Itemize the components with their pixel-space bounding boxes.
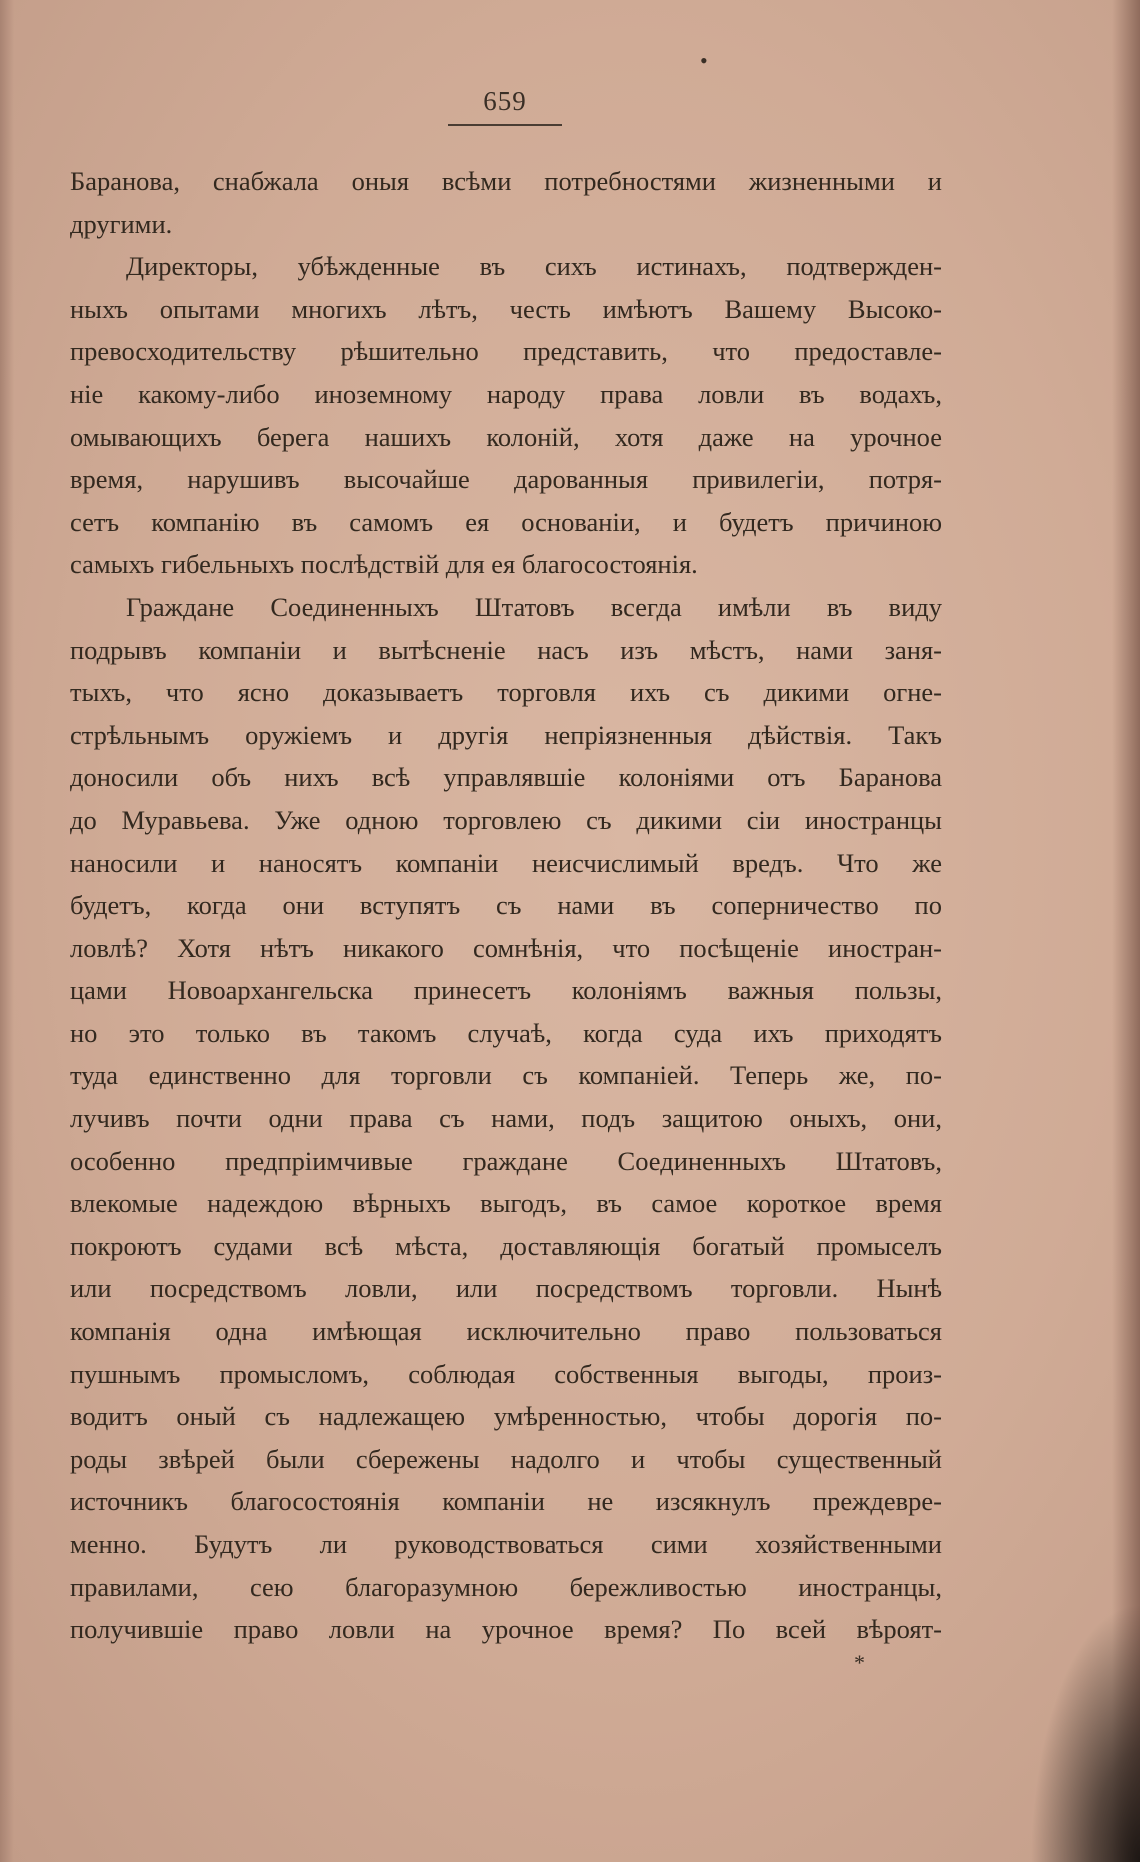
text-line: водитъ оный съ надлежащею умѣренностью, чтобы дорогія по- <box>70 1401 942 1432</box>
text-line: пушнымъ промысломъ, соблюдая собственныя выгоды, произ- <box>70 1358 942 1389</box>
text-line: тыхъ, что ясно доказываетъ торговля ихъ съ дикими огне- <box>70 677 942 708</box>
text-line: Граждане Соединенныхъ Штатовъ всегда имѣли въ виду <box>126 591 942 622</box>
text-line: туда единственно для торговли съ компаніей. Теперь же, по- <box>70 1060 942 1091</box>
body-text <box>70 160 942 1651</box>
page-number: 659 <box>483 86 527 116</box>
text-line: но это только въ такомъ случаѣ, когда суда ихъ приходятъ <box>70 1017 942 1048</box>
print-mark-top: • <box>700 48 708 73</box>
text-line: до Муравьева. Уже одною торговлею съ дикими сіи иностранцы <box>70 804 942 835</box>
text-line: наносили и наносятъ компаніи неисчислимый вредъ. Что же <box>70 847 942 878</box>
text-line: ныхъ опытами многихъ лѣтъ, честь имѣютъ Вашему Высоко- <box>70 293 942 324</box>
text-line: самыхъ гибельныхъ послѣдствій для ея благосостоянія. <box>70 549 698 580</box>
text-line: омывающихъ берега нашихъ колоній, хотя даже на урочное <box>70 421 942 452</box>
text-line: или посредствомъ ловли, или посредствомъ торговли. Нынѣ <box>70 1273 942 1304</box>
text-line: подрывъ компаніи и вытѣсненіе насъ изъ мѣстъ, нами заня- <box>70 634 942 665</box>
text-line: лучивъ почти одни права съ нами, подъ защитою оныхъ, они, <box>70 1103 942 1134</box>
text-line: правилами, сею благоразумною бережливостью иностранцы, <box>70 1571 942 1602</box>
text-line: компанія одна имѣющая исключительно право пользоваться <box>70 1316 942 1347</box>
text-line: Директоры, убѣжденные въ сихъ истинахъ, подтвержден- <box>126 251 942 282</box>
text-line: доносили объ нихъ всѣ управлявшіе колоніями отъ Баранова <box>70 762 942 793</box>
text-line: ніе какому-либо иноземному народу права ловли въ водахъ, <box>70 378 942 409</box>
page-left-edge <box>0 0 14 1862</box>
text-line: влекомые надеждою вѣрныхъ выгодъ, въ самое короткое время <box>70 1188 942 1219</box>
text-line: цами Новоархангельска принесетъ колоніямъ важныя пользы, <box>70 975 942 1006</box>
text-line: будетъ, когда они вступятъ съ нами въ соперничество по <box>70 890 942 921</box>
text-line: менно. Будутъ ли руководствоваться сими хозяйственными <box>70 1529 942 1559</box>
page-number-rule <box>448 124 562 126</box>
text-line: Баранова, снабжала оныя всѣми потребностями жизненными и <box>70 166 942 196</box>
text-line: время, нарушивъ высочайше дарованныя привилегіи, потря- <box>70 464 942 495</box>
text-line: источникъ благосостоянія компаніи не изсякнулъ преждевре- <box>70 1486 942 1517</box>
corner-shadow <box>1030 1602 1140 1862</box>
text-line: превосходительству рѣшительно представить, что предоставле- <box>70 336 942 367</box>
text-line: особенно предпріимчивые граждане Соединенныхъ Штатовъ, <box>70 1145 942 1176</box>
text-line: стрѣльнымъ оружіемъ и другія непріязненныя дѣйствія. Такъ <box>70 719 942 750</box>
text-line: покроютъ судами всѣ мѣста, доставляющія богатый промыселъ <box>70 1230 942 1261</box>
text-line: другими. <box>70 208 173 239</box>
text-line: роды звѣрей были сбережены надолго и чтобы существенный <box>70 1443 942 1474</box>
text-line: получившіе право ловли на урочное время? По всей вѣроят- <box>70 1614 942 1645</box>
text-line: сетъ компанію въ самомъ ея основаніи, и будетъ причиною <box>70 506 942 537</box>
page-right-edge <box>1112 0 1140 1862</box>
text-line: ловлѣ? Хотя нѣтъ никакого сомнѣнія, что посѣщеніе иностран- <box>70 932 942 963</box>
print-mark-bottom: * <box>854 1650 865 1675</box>
